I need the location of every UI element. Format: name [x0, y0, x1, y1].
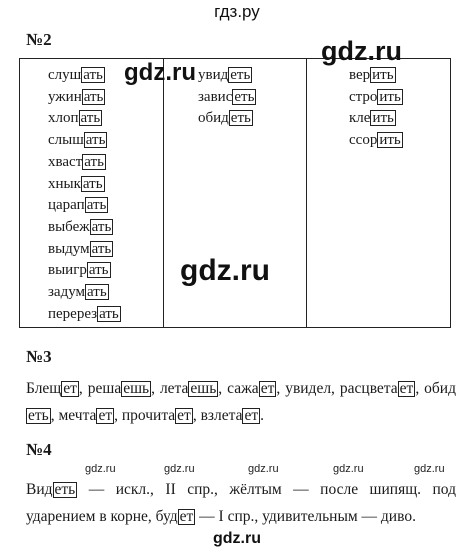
watermark: gdz.ru [414, 463, 445, 475]
verb-stem: хлоп [48, 110, 79, 127]
verb-ending-box: ать [91, 218, 112, 235]
ending-box: ешь [190, 380, 217, 397]
verb-stem: задум [48, 284, 86, 301]
verb-ending-box: еть [230, 110, 251, 127]
verb-word [48, 130, 121, 152]
text-run: , мечта [50, 407, 97, 424]
verb-word [48, 217, 121, 239]
verb-ending-box: ать [87, 284, 107, 301]
watermark: gdz.ru [213, 530, 261, 547]
text-run: , прочита [114, 407, 176, 424]
verb-ending-box: ать [83, 88, 104, 105]
verb-stem: выбеж [48, 218, 90, 235]
verb-word [349, 87, 403, 109]
text-run: — I спр., удивительным — диво. [195, 508, 416, 525]
verb-stem: слуш [48, 67, 82, 83]
verb-ending-box: ить [379, 88, 401, 105]
text-run: , обид [415, 380, 456, 397]
text-run: . [260, 407, 265, 424]
verb-ending-box: еть [230, 67, 251, 83]
watermark: gdz.ru [248, 463, 279, 475]
watermark: gdz.ru [124, 59, 196, 86]
watermark: gdz.ru [180, 254, 270, 287]
verb-ending-box: еть [234, 88, 255, 105]
column-еть [198, 65, 256, 130]
column-divider [306, 59, 307, 327]
text-run: , реша [78, 380, 122, 397]
verb-stem: кле [349, 110, 371, 127]
verb-ending-box: ать [86, 197, 107, 214]
verb-ending-box: ать [84, 153, 104, 170]
verb-word [198, 87, 256, 109]
verb-word [198, 65, 256, 87]
column-ать [48, 65, 121, 325]
verb-stem: выдум [48, 240, 90, 257]
verb-word [48, 152, 121, 174]
ending-box: ет [260, 380, 275, 397]
task-4-text [26, 476, 456, 530]
watermark: gdz.ru [321, 36, 402, 66]
verb-stem: слыш [48, 132, 84, 149]
column-divider [163, 59, 164, 327]
verb-stem: ссор [349, 132, 378, 149]
verb-word [349, 108, 403, 130]
watermark: gdz.ru [333, 463, 364, 475]
verb-ending-box: ать [91, 240, 112, 257]
site-header: гдз.ру [214, 2, 260, 21]
ending-box: ет [179, 508, 194, 525]
verb-stem: выигр [48, 262, 87, 279]
verb-stem: царап [48, 197, 85, 214]
text-run: — искл., II спр., жёлтым — после шипящ. под ударением в корне, буд [26, 481, 456, 525]
verb-stem: обид [198, 110, 229, 127]
ending-box: еть [54, 481, 76, 498]
verb-word [349, 65, 403, 87]
column-ить [349, 65, 403, 152]
ending-box: ешь [123, 380, 150, 397]
ending-box: ет [98, 407, 113, 424]
verb-ending-box: ить [372, 67, 394, 83]
task-3-text [26, 375, 456, 429]
verb-word [48, 65, 121, 87]
verb-stem: перерез [48, 305, 98, 322]
text-run: , увидел, расцвета [276, 380, 398, 397]
ending-box: ет [399, 380, 414, 397]
verb-stem: стро [349, 88, 378, 105]
verb-stem: хваст [48, 153, 83, 170]
verb-word [349, 130, 403, 152]
verb-word [48, 260, 121, 282]
text-run: , лета [151, 380, 189, 397]
verb-stem: вер [349, 67, 371, 83]
verb-word [48, 174, 121, 196]
watermark: gdz.ru [164, 463, 195, 475]
ending-box: еть [28, 407, 49, 424]
verb-ending-box: ать [85, 132, 106, 149]
verb-word [48, 87, 121, 109]
ending-box: ет [177, 407, 191, 424]
verb-word [198, 108, 256, 130]
verb-ending-box: ать [80, 110, 101, 127]
verb-ending-box: ить [372, 110, 394, 127]
task-3-number: №3 [26, 347, 52, 366]
text-run: , взлета [192, 407, 243, 424]
task-2-number: №2 [26, 30, 52, 49]
verb-ending-box: ать [88, 262, 109, 279]
verb-ending-box: ать [82, 175, 103, 192]
verb-ending-box: ать [83, 67, 103, 83]
text-run: Вид [26, 481, 53, 498]
verb-stem: увид [198, 67, 229, 83]
verb-word [48, 195, 121, 217]
verb-stem: завис [198, 88, 233, 105]
verb-word [48, 304, 121, 326]
verb-word [48, 239, 121, 261]
verb-stem: ужин [48, 88, 82, 105]
ending-box: ет [63, 380, 77, 397]
ending-box: ет [244, 407, 259, 424]
task-4-number: №4 [26, 440, 52, 459]
verb-stem: хнык [48, 175, 81, 192]
verb-word [48, 282, 121, 304]
text-run: , сажа [218, 380, 259, 397]
text-run: Блещ [26, 380, 62, 397]
watermark: gdz.ru [85, 463, 116, 475]
verb-word [48, 108, 121, 130]
verb-ending-box: ать [99, 305, 119, 322]
verb-ending-box: ить [379, 132, 401, 149]
